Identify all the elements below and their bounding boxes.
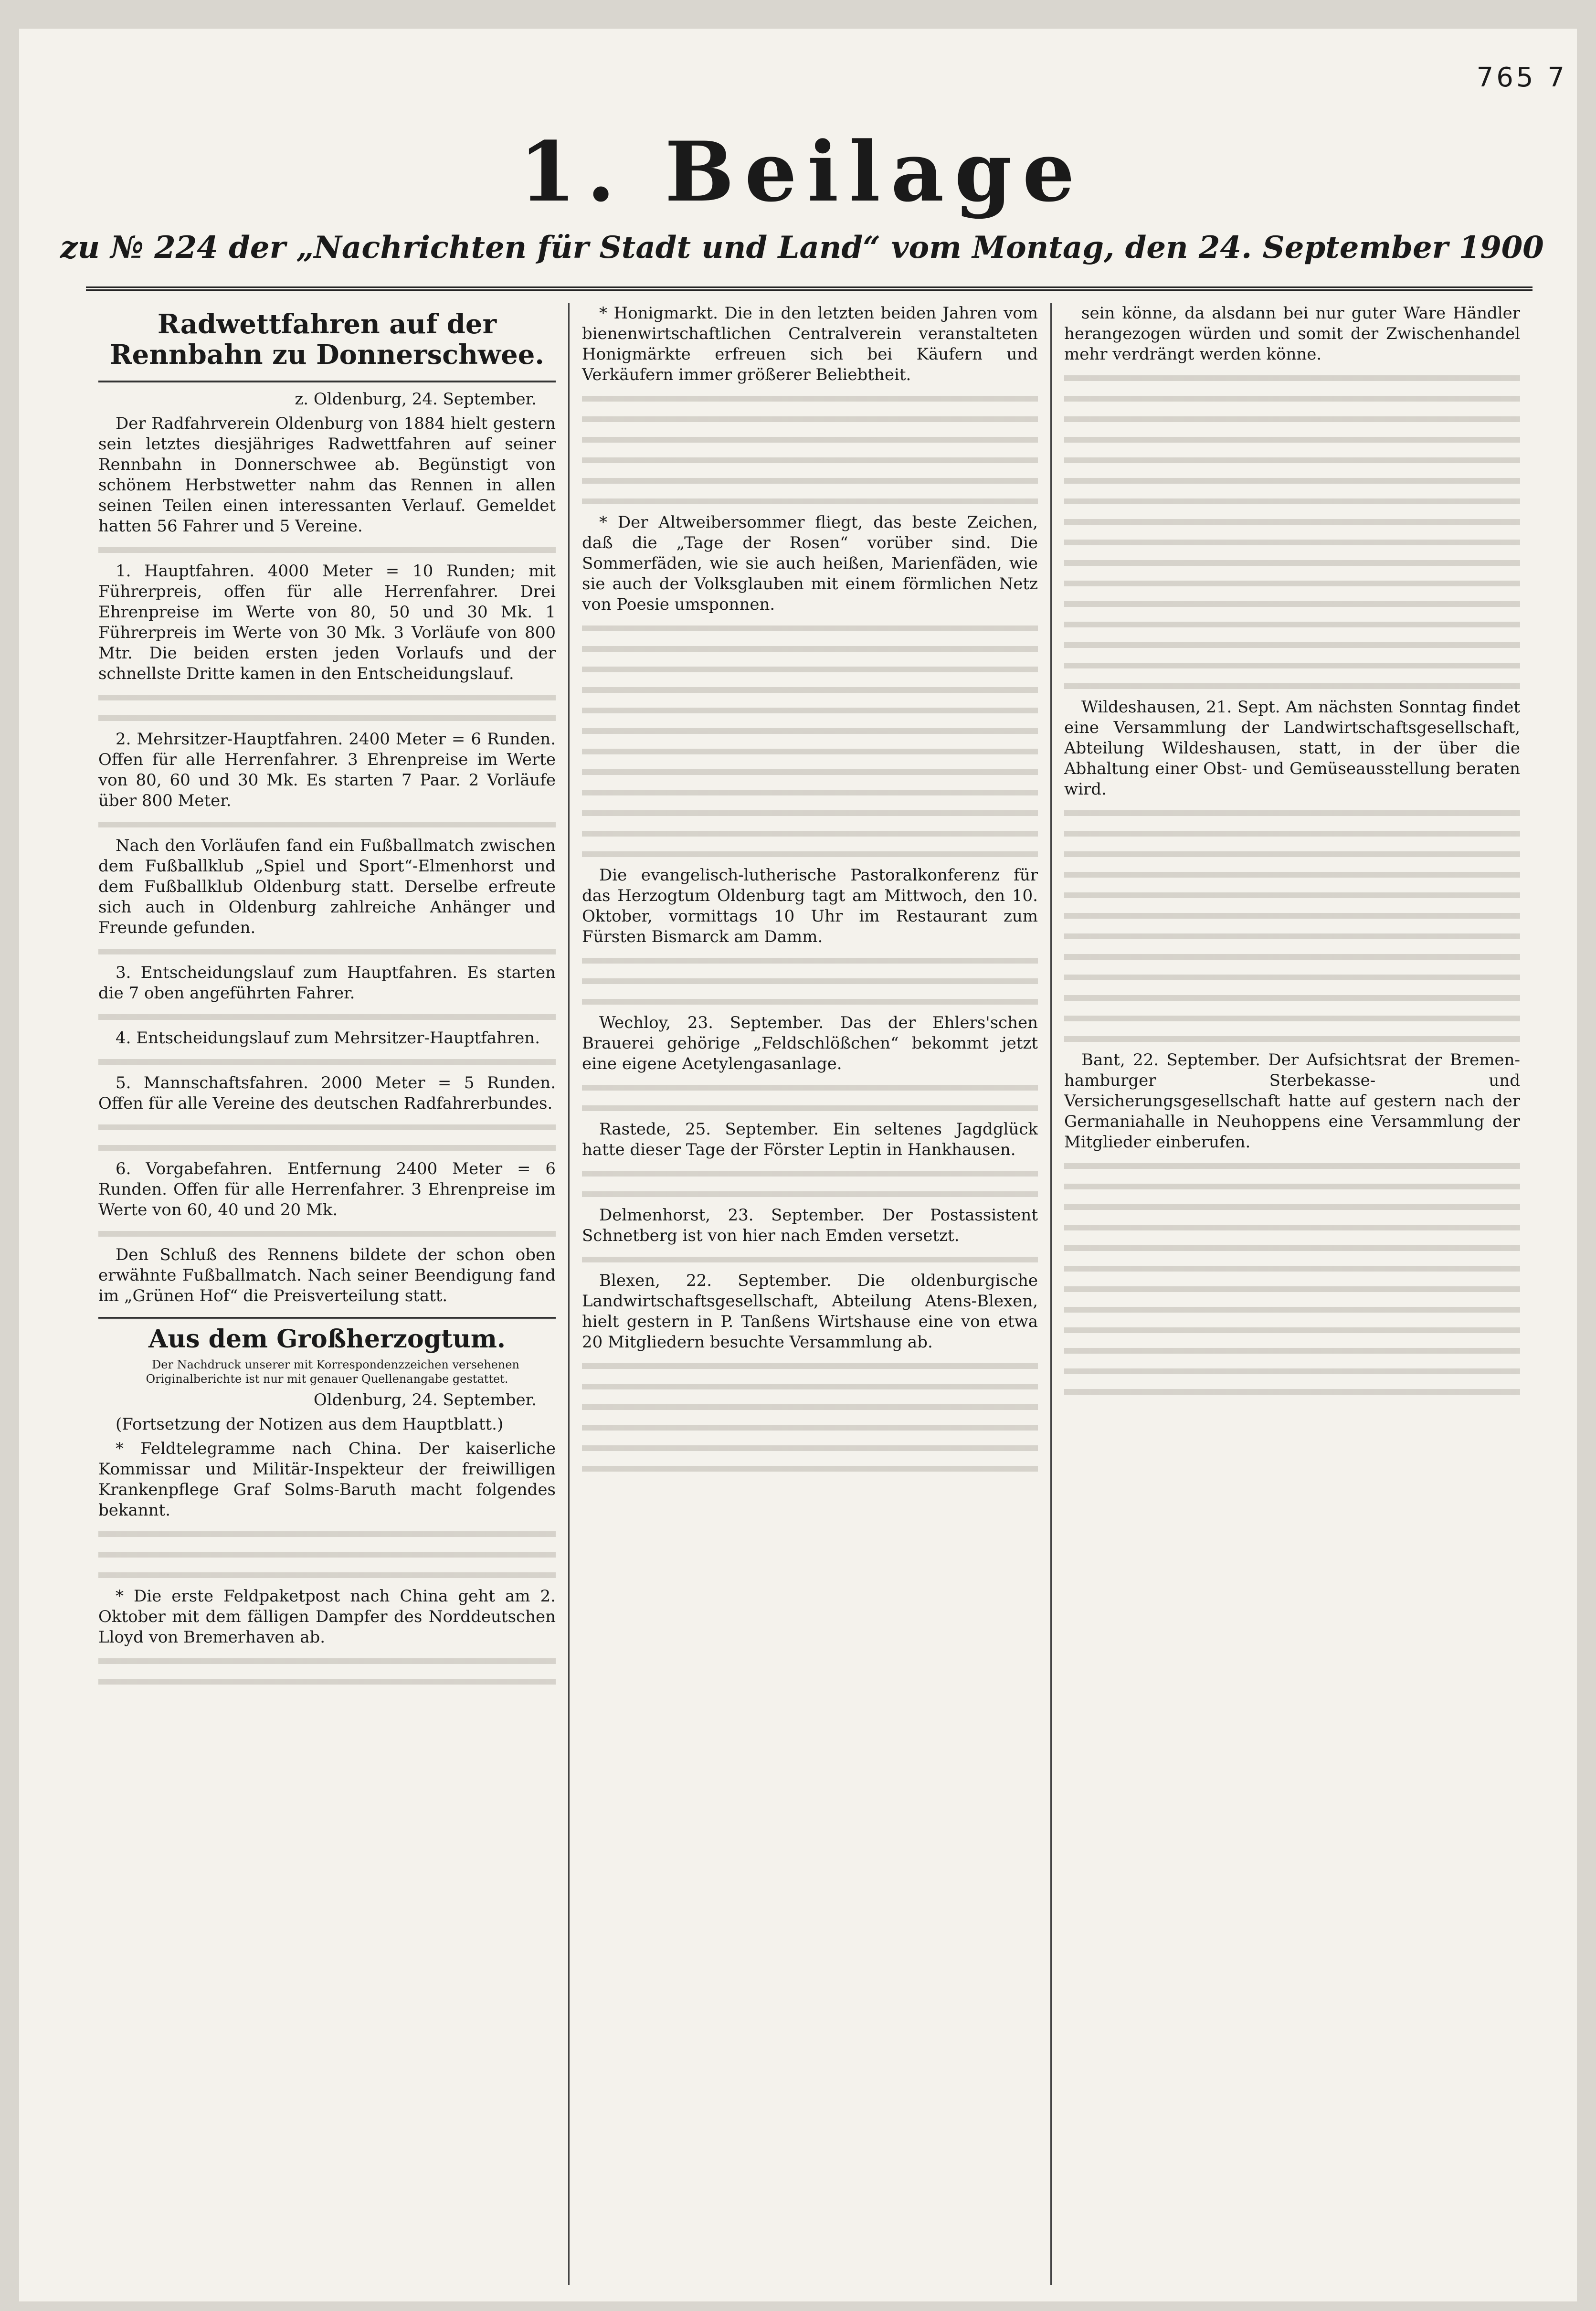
text-line-placeholder xyxy=(98,688,556,709)
text-line-placeholder xyxy=(1064,410,1520,430)
paragraph: Wildeshausen, 21. Sept. Am nächsten Sonntag findet eine Versammlung der Landwirtschaftsgesellschaft, Abteilung Wildeshausen, statt, in der über die Abhaltung einer Obst- und Gemüseausstellung beraten wird. xyxy=(1064,698,1520,799)
text-line-placeholder xyxy=(1064,1321,1520,1341)
text-line-placeholder xyxy=(1064,988,1520,1009)
text-line-placeholder xyxy=(1064,1300,1520,1321)
text-line-placeholder xyxy=(582,763,1038,783)
masthead xyxy=(48,123,1556,265)
paragraph: Nach den Vorläufen fand ein Fußballmatch zwischen dem Fußballklub „Spiel und Sport“-Elmenhorst und dem Fußballklub Oldenburg statt. Derselbe erfreute sich auch in Oldenburg zahlreiche Anhänger und Freunde gefunden. xyxy=(98,836,556,937)
text-line-placeholder xyxy=(1064,1218,1520,1239)
text-line-placeholder xyxy=(98,709,556,729)
text-line-placeholder xyxy=(582,1099,1038,1119)
paragraph: * Die erste Feldpaketpost nach China geht am 2. Oktober mit dem fälligen Dampfer des Norddeutschen Lloyd von Bremerhaven ab. xyxy=(98,1587,556,1647)
text-line-placeholder xyxy=(98,1224,556,1245)
paragraph: (Fortsetzung der Notizen aus dem Hauptblatt.) xyxy=(116,1415,504,1434)
paragraph: 5. Mannschaftsfahren. 2000 Meter = 5 Runden. Offen für alle Vereine des deutschen Radfahrerbundes. xyxy=(98,1073,556,1113)
text-line-placeholder xyxy=(582,1418,1038,1439)
text-line-placeholder xyxy=(1064,553,1520,574)
text-line-placeholder xyxy=(1064,968,1520,988)
text-line-placeholder xyxy=(98,1566,556,1586)
text-line-placeholder xyxy=(582,951,1038,972)
page-number: 765 7 xyxy=(1476,62,1567,93)
paragraph: Bant, 22. September. Der Aufsichtsrat der Bremen-hamburger Sterbekasse- und Versicherungsgesellschaft hatte auf gestern nach der Germaniahalle in Neuhoppens eine Versammlung der Mitglieder einberufen. xyxy=(1064,1050,1520,1152)
text-line-placeholder xyxy=(1064,492,1520,512)
text-line-placeholder xyxy=(1064,1029,1520,1050)
paragraph: Rastede, 25. September. Ein seltenes Jagdglück hatte dieser Tage der Förster Leptin in Hankhausen. xyxy=(582,1120,1038,1159)
paragraph: Delmenhorst, 23. September. Der Postassistent Schnetberg ist von hier nach Emden versetzt. xyxy=(582,1206,1038,1245)
text-line-placeholder xyxy=(582,1164,1038,1185)
dateline: z. Oldenburg, 24. September. xyxy=(295,390,537,409)
text-line-placeholder xyxy=(1064,947,1520,968)
text-line-placeholder xyxy=(98,942,556,963)
text-line-placeholder xyxy=(1064,430,1520,451)
text-line-placeholder xyxy=(98,1672,556,1693)
heading-wrap xyxy=(98,309,556,382)
text-line-placeholder xyxy=(1064,574,1520,594)
text-line-placeholder xyxy=(1064,389,1520,410)
columns xyxy=(86,303,1533,2285)
text-line-placeholder xyxy=(1064,1362,1520,1382)
text-line-placeholder xyxy=(1064,594,1520,615)
text-line-placeholder xyxy=(98,1118,556,1138)
paragraph: * Der Altweibersommer fliegt, das beste Zeichen, daß die „Tage der Rosen“ vorüber sind. Die Sommerfäden, wie sie auch heißen, Marienfäden, wie sie auch der Volksglauben mit einem förmlichen Netz von Poesie umsponnen. xyxy=(582,513,1038,614)
text-line-placeholder xyxy=(98,541,556,561)
text-line-placeholder xyxy=(582,1357,1038,1377)
text-line-placeholder xyxy=(98,1652,556,1672)
text-line-placeholder xyxy=(1064,1156,1520,1177)
paragraph: 3. Entscheidungslauf zum Hauptfahren. Es starten die 7 oben angeführten Fahrer. xyxy=(98,963,556,1003)
paragraph: Wechloy, 23. September. Das der Ehlers'schen Brauerei gehörige „Feldschlößchen“ bekommt jetzt eine eigene Acetylengasanlage. xyxy=(582,1013,1038,1073)
text-line-placeholder xyxy=(98,1525,556,1545)
text-line-placeholder xyxy=(582,680,1038,701)
text-line-placeholder xyxy=(582,1439,1038,1459)
paragraph: * Honigmarkt. Die in den letzten beiden Jahren vom bienenwirtschaftlichen Centralverein veranstalteten Honigmärkte erfreuen sich bei Käufern und Verkäufern immer größerer Beliebtheit. xyxy=(582,304,1038,384)
section-divider xyxy=(98,1317,556,1319)
text-line-placeholder xyxy=(1064,533,1520,553)
column-3 xyxy=(1050,303,1533,2285)
masthead-rule xyxy=(86,286,1533,291)
column-2 xyxy=(568,303,1050,2285)
text-line-placeholder xyxy=(1064,471,1520,492)
text-line-placeholder xyxy=(582,410,1038,430)
text-line-placeholder xyxy=(582,1185,1038,1205)
text-line-placeholder xyxy=(1064,615,1520,636)
paragraph: 2. Mehrsitzer-Hauptfahren. 2400 Meter = 6 Runden. Offen für alle Herrenfahrer. 3 Ehrenpreise im Werte von 80, 60 und 30 Mk. Es starten 7 Paar. 2 Vorläufe über 800 Meter. xyxy=(98,730,556,810)
text-line-placeholder xyxy=(582,430,1038,451)
text-line-placeholder xyxy=(582,742,1038,763)
text-line-placeholder xyxy=(1064,906,1520,927)
text-line-placeholder xyxy=(1064,369,1520,389)
reprint-note: Der Nachdruck unserer mit Korrespondenzzeichen versehenen Originalberichte ist nur mit genauer Quellenangabe gestattet. xyxy=(146,1358,519,1386)
paragraph: Der Radfahrverein Oldenburg von 1884 hielt gestern sein letztes diesjähriges Radwettfahren auf seiner Rennbahn in Donnerschwee ab. Begünstigt von schönem Herbstwetter nahm das Rennen in allen seinen Teilen einen interessanten Verlauf. Gemeldet hatten 56 Fahrer und 5 Vereine. xyxy=(98,414,556,536)
text-line-placeholder xyxy=(1064,512,1520,533)
column-1 xyxy=(86,303,568,2285)
text-line-placeholder xyxy=(1064,1009,1520,1029)
text-line-placeholder xyxy=(98,1138,556,1159)
text-line-placeholder xyxy=(1064,1198,1520,1218)
text-line-placeholder xyxy=(582,1459,1038,1480)
paragraph: Blexen, 22. September. Die oldenburgische Landwirtschaftsgesellschaft, Abteilung Atens-Blexen, hielt gestern in P. Tanßens Wirtshause eine von etwa 20 Mitgliedern besuchte Versammlung ab. xyxy=(582,1271,1038,1352)
newspaper-page xyxy=(19,29,1577,2301)
article-heading-radwettfahren: Radwettfahren auf der Rennbahn zu Donnerschwee. xyxy=(110,308,544,371)
text-line-placeholder xyxy=(582,619,1038,639)
paragraph: Die evangelisch-lutherische Pastoralkonferenz für das Herzogtum Oldenburg tagt am Mittwoch, den 10. Oktober, vormittags 10 Uhr im Restaurant zum Fürsten Bismarck am Damm. xyxy=(582,866,1038,946)
text-line-placeholder xyxy=(1064,845,1520,865)
section-heading-grossherzogtum: Aus dem Großherzogtum. xyxy=(148,1325,506,1354)
text-line-placeholder xyxy=(1064,451,1520,471)
text-line-placeholder xyxy=(1064,1382,1520,1403)
issue-line: zu № 224 der „Nachrichten für Stadt und Land“ vom Montag, den 24. September 1900 xyxy=(60,229,1544,265)
text-line-placeholder xyxy=(1064,1341,1520,1362)
text-line-placeholder xyxy=(98,1007,556,1028)
text-line-placeholder xyxy=(582,721,1038,742)
text-line-placeholder xyxy=(582,1398,1038,1418)
text-line-placeholder xyxy=(582,660,1038,680)
text-line-placeholder xyxy=(582,492,1038,512)
paragraph: 1. Hauptfahren. 4000 Meter = 10 Runden; mit Führerpreis, offen für alle Herrenfahrer. Drei Ehrenpreise im Werte von 80, 50 und 30 Mk. 1 Führerpreis im Werte von 30 Mk. 3 Vorläufe von 800 Mtr. Die beiden ersten jeden Vorlaufs und der schnellste Dritte kamen in den Entscheidungslauf. xyxy=(98,562,556,683)
text-line-placeholder xyxy=(1064,804,1520,824)
paragraph: * Feldtelegramme nach China. Der kaiserliche Kommissar und Militär-Inspekteur der freiwilligen Krankenpflege Graf Solms-Baruth macht folgendes bekannt. xyxy=(98,1439,556,1520)
text-line-placeholder xyxy=(1064,1177,1520,1198)
text-line-placeholder xyxy=(582,783,1038,804)
text-line-placeholder xyxy=(582,1377,1038,1398)
text-line-placeholder xyxy=(1064,927,1520,947)
text-line-placeholder xyxy=(582,972,1038,992)
text-line-placeholder xyxy=(1064,1239,1520,1259)
text-line-placeholder xyxy=(582,471,1038,492)
paragraph: sein könne, da alsdann bei nur guter Ware Händler herangezogen würden und somit der Zwischenhandel mehr verdrängt werden könne. xyxy=(1064,304,1520,364)
text-line-placeholder xyxy=(1064,677,1520,697)
text-line-placeholder xyxy=(1064,824,1520,845)
paragraph: 4. Entscheidungslauf zum Mehrsitzer-Hauptfahren. xyxy=(116,1028,540,1048)
text-line-placeholder xyxy=(1064,1259,1520,1280)
paragraph: Den Schluß des Rennens bildete der schon oben erwähnte Fußballmatch. Nach seiner Beendigung fand im „Grünen Hof“ die Preisverteilung statt. xyxy=(98,1245,556,1305)
text-line-placeholder xyxy=(1064,636,1520,656)
text-line-placeholder xyxy=(582,389,1038,410)
text-line-placeholder xyxy=(582,992,1038,1013)
text-line-placeholder xyxy=(582,1250,1038,1271)
text-line-placeholder xyxy=(98,1545,556,1566)
text-line-placeholder xyxy=(582,451,1038,471)
text-line-placeholder xyxy=(582,845,1038,865)
text-line-placeholder xyxy=(1064,656,1520,677)
text-line-placeholder xyxy=(1064,886,1520,906)
text-line-placeholder xyxy=(582,701,1038,721)
text-line-placeholder xyxy=(582,824,1038,845)
text-line-placeholder xyxy=(98,1052,556,1073)
text-line-placeholder xyxy=(582,1078,1038,1099)
supplement-title: 1. Beilage xyxy=(518,123,1086,220)
text-line-placeholder xyxy=(1064,1280,1520,1300)
text-line-placeholder xyxy=(1064,865,1520,886)
text-line-placeholder xyxy=(582,804,1038,824)
section-dateline: Oldenburg, 24. September. xyxy=(313,1390,537,1410)
text-line-placeholder xyxy=(582,639,1038,660)
text-line-placeholder xyxy=(98,815,556,836)
paragraph: 6. Vorgabefahren. Entfernung 2400 Meter = 6 Runden. Offen für alle Herrenfahrer. 3 Ehrenpreise im Werte von 60, 40 und 20 Mk. xyxy=(98,1159,556,1219)
